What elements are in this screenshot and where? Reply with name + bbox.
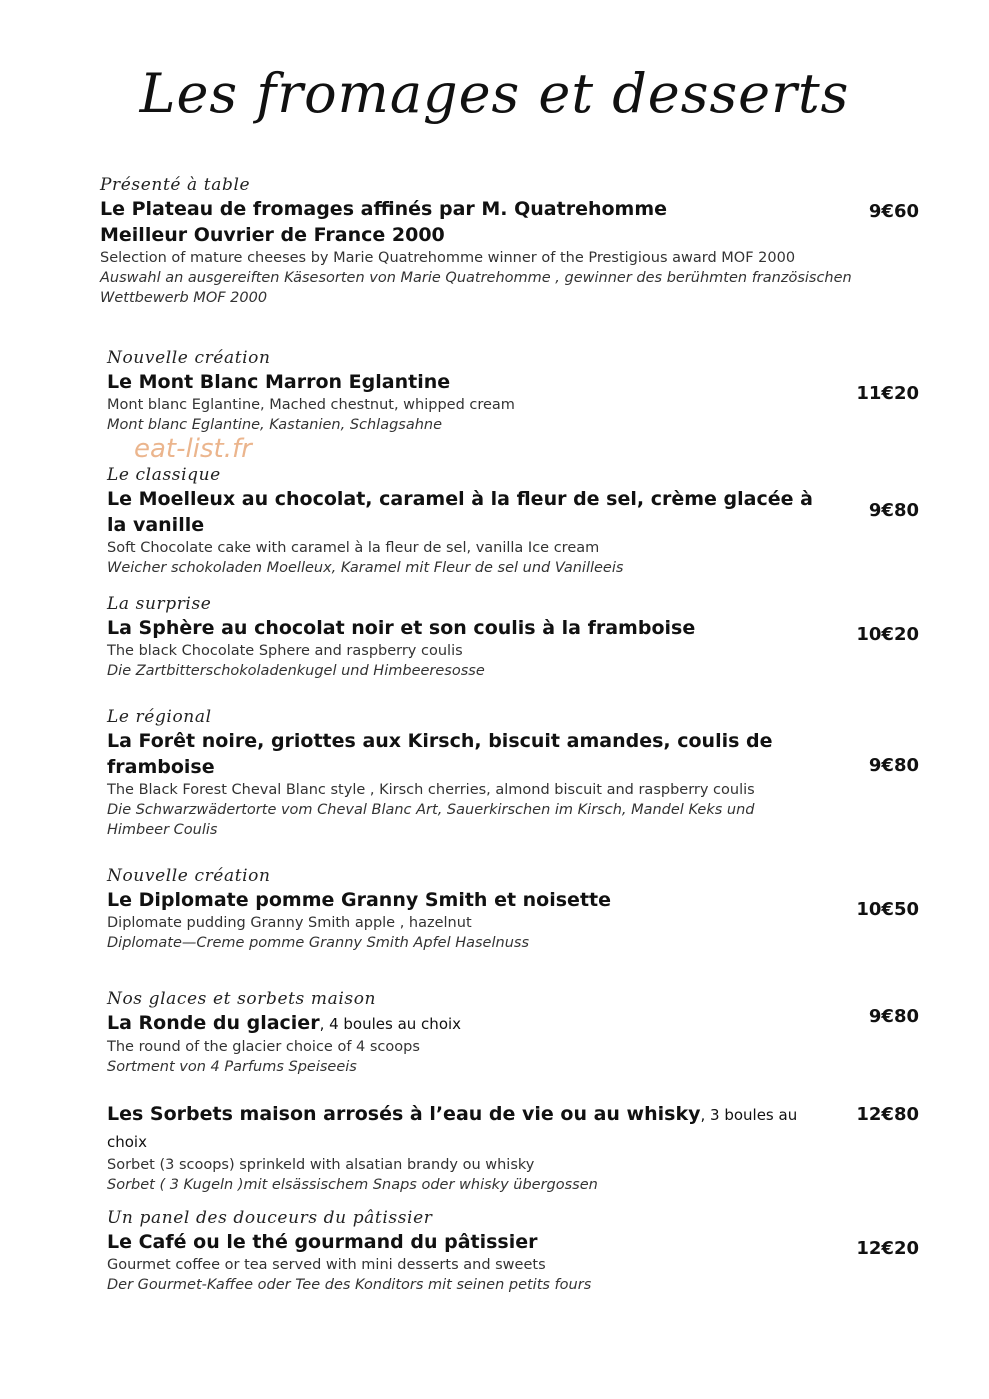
menu-item [100, 174, 940, 308]
menu-item [107, 593, 947, 681]
item-category: Un panel des douceurs du pâtissier [107, 1208, 433, 1228]
item-description-de: Auswahl an ausgereiften Käsesorten von Marie Quatrehomme , gewinner des berühmten französischen Wettbewerb MOF 2000 [100, 270, 852, 306]
menu-item [107, 1101, 947, 1195]
item-price: 9€80 [868, 1006, 919, 1027]
item-name [107, 1010, 822, 1037]
item-description-en: Mont blanc Eglantine, Mached chestnut, whipped cream [107, 397, 515, 413]
item-description-en: Diplomate pudding Granny Smith apple , hazelnut [107, 915, 472, 931]
item-name: La Forêt noire, griottes aux Kirsch, biscuit amandes, coulis de framboise [107, 730, 773, 778]
item-price: 12€20 [856, 1238, 919, 1259]
item-price: 10€50 [856, 899, 919, 920]
item-description-en: Gourmet coffee or tea served with mini desserts and sweets [107, 1257, 546, 1273]
item-name: Le Moelleux au chocolat, caramel à la fleur de sel, crème glacée à la vanille [107, 488, 813, 536]
page-title: Les fromages et desserts [139, 62, 850, 125]
item-category: La surprise [107, 594, 212, 614]
item-description-de: Mont blanc Eglantine, Kastanien, Schlagsahne [107, 417, 443, 433]
menu-item [107, 988, 947, 1077]
item-description-de: Diplomate—Creme pomme Granny Smith Apfel Haselnuss [107, 935, 529, 951]
item-description-de: Sorbet ( 3 Kugeln )mit elsässischem Snaps oder whisky übergossen [107, 1177, 598, 1193]
item-price: 12€80 [856, 1104, 919, 1125]
item-description-en: Sorbet (3 scoops) sprinkeld with alsatian brandy ou whisky [107, 1157, 535, 1173]
item-category: Nouvelle création [107, 866, 271, 886]
item-name: La Sphère au chocolat noir et son coulis à la framboise [107, 617, 696, 639]
item-name: Le Café ou le thé gourmand du pâtissier [107, 1231, 538, 1253]
watermark: eat-list.fr [134, 434, 252, 464]
item-price: 9€80 [868, 755, 919, 776]
item-description-en: The round of the glacier choice of 4 scoops [107, 1039, 420, 1055]
item-description-de: Sortment von 4 Parfums Speiseeis [107, 1059, 357, 1075]
item-description-de: Die Zartbitterschokoladenkugel und Himbeeresosse [107, 663, 485, 679]
item-price: 9€80 [868, 500, 919, 521]
item-category: Le régional [107, 707, 212, 727]
item-price: 11€20 [856, 383, 919, 404]
item-price: 10€20 [856, 624, 919, 645]
item-name-extra: , 3 boules au choix [107, 1106, 798, 1151]
item-category: Nouvelle création [107, 348, 271, 368]
item-name: Le Diplomate pomme Granny Smith et noisette [107, 889, 611, 911]
item-description-de: Der Gourmet-Kaffee oder Tee des Konditors mit seinen petits fours [107, 1277, 592, 1293]
menu-item [107, 347, 947, 435]
item-description-de: Die Schwarzwädertorte vom Cheval Blanc Art, Sauerkirschen im Kirsch, Mandel Keks und Himbeer Coulis [107, 802, 755, 838]
item-description-en: The black Chocolate Sphere and raspberry coulis [107, 643, 463, 659]
item-description-en: Soft Chocolate cake with caramel à la fleur de sel, vanilla Ice cream [107, 540, 600, 556]
menu-item [107, 464, 947, 578]
item-description-de: Weicher schokoladen Moelleux, Karamel mit Fleur de sel und Vanilleeis [107, 560, 624, 576]
menu-item [107, 1207, 947, 1295]
item-price: 9€60 [868, 201, 919, 222]
item-category: Nos glaces et sorbets maison [107, 989, 377, 1009]
item-name-line2: Meilleur Ouvrier de France 2000 [100, 224, 445, 246]
menu-item [107, 706, 917, 840]
item-category: Le classique [107, 465, 221, 485]
item-name [107, 1101, 822, 1155]
menu-item [107, 865, 947, 953]
item-name: Le Mont Blanc Marron Eglantine [107, 371, 451, 393]
item-name-main: La Ronde du glacier [107, 1012, 320, 1034]
item-name: Le Plateau de fromages affinés par M. Quatrehomme [100, 198, 668, 220]
item-category: Présenté à table [100, 175, 251, 195]
item-description-en: The Black Forest Cheval Blanc style , Kirsch cherries, almond biscuit and raspberry coulis [107, 782, 755, 798]
item-name-main: Les Sorbets maison arrosés à l’eau de vie ou au whisky [107, 1103, 701, 1125]
item-description-en: Selection of mature cheeses by Marie Quatrehomme winner of the Prestigious award MOF 2000 [100, 250, 796, 266]
item-name-extra: , 4 boules au choix [319, 1015, 462, 1033]
